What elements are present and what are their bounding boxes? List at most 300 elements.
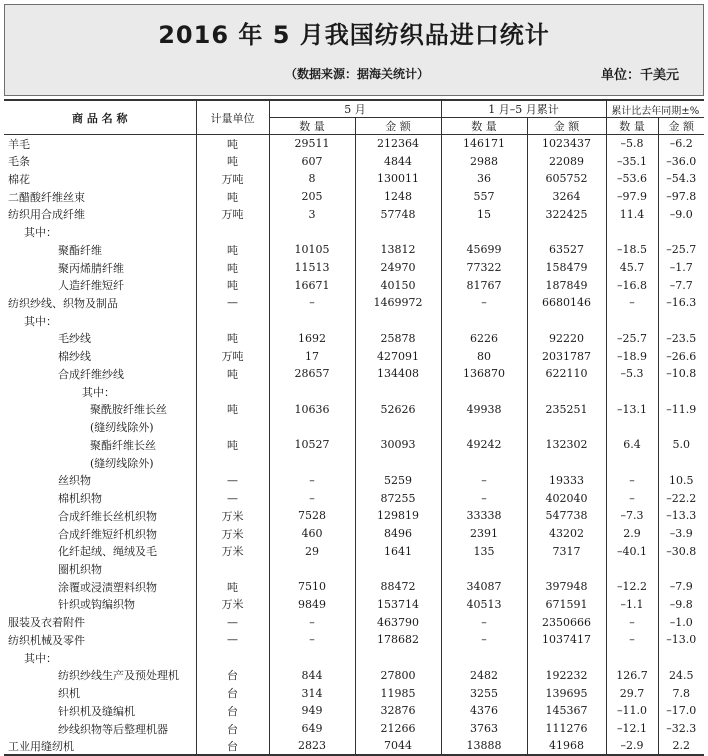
yoy-qty-cell: 11.4	[606, 205, 658, 223]
yoy-amt-cell: –13.0	[658, 631, 704, 649]
may-amt-cell: 88472	[355, 578, 441, 596]
ytd-amt-cell: 402040	[527, 489, 606, 507]
table-row	[4, 365, 704, 383]
may-qty-cell: 16671	[269, 276, 355, 294]
ytd-qty-cell: 3255	[441, 684, 527, 702]
table-row	[4, 684, 704, 702]
yoy-qty-cell: –97.9	[606, 188, 658, 206]
yoy-qty-cell	[606, 383, 658, 401]
may-amt-cell: 87255	[355, 489, 441, 507]
item-name-cell: 棉纱线	[58, 350, 91, 364]
may-amt-cell: 52626	[355, 401, 441, 419]
yoy-amt-cell: –30.8	[658, 542, 704, 560]
ytd-qty-cell: 13888	[441, 737, 527, 755]
yoy-qty-cell: 2.9	[606, 525, 658, 543]
yoy-amt-cell: 24.5	[658, 667, 704, 685]
ytd-amt-cell: 7317	[527, 542, 606, 560]
yoy-amt-cell: –7.9	[658, 578, 704, 596]
unit-cell: 吨	[196, 276, 269, 294]
table-row	[4, 205, 704, 223]
may-qty-cell: 1692	[269, 330, 355, 348]
unit-cell: 万米	[196, 542, 269, 560]
unit-cell	[196, 312, 269, 330]
may-qty-cell: 844	[269, 667, 355, 685]
ytd-amt-cell: 63527	[527, 241, 606, 259]
ytd-amt-cell	[527, 560, 606, 578]
may-amt-cell: 8496	[355, 525, 441, 543]
unit-cell: 吨	[196, 330, 269, 348]
ytd-amt-cell	[527, 223, 606, 241]
table-row	[4, 649, 704, 667]
ytd-qty-cell: 557	[441, 188, 527, 206]
table-row	[4, 613, 704, 631]
may-qty-cell: 7528	[269, 507, 355, 525]
unit-cell	[196, 560, 269, 578]
yoy-qty-cell: –40.1	[606, 542, 658, 560]
may-amt-cell: 11985	[355, 684, 441, 702]
yoy-amt-cell: –3.9	[658, 525, 704, 543]
item-name-cell: 人造纤维短纤	[58, 279, 124, 293]
ytd-qty-cell: –	[441, 613, 527, 631]
header-yoy-qty: 数 量	[606, 118, 658, 135]
header-ytd-qty: 数 量	[441, 118, 527, 135]
unit-cell: 吨	[196, 152, 269, 170]
yoy-amt-cell: –11.9	[658, 401, 704, 419]
ytd-amt-cell: 2350666	[527, 613, 606, 631]
item-name-cell: 聚酰胺纤维长丝	[90, 403, 167, 417]
yoy-qty-cell	[606, 223, 658, 241]
yoy-qty-cell	[606, 312, 658, 330]
may-qty-cell	[269, 649, 355, 667]
item-name-cell: 工业用缝纫机	[4, 737, 196, 755]
import-stats-table	[4, 99, 704, 756]
may-qty-cell	[269, 223, 355, 241]
item-name-cell: 毛纱线	[58, 332, 91, 346]
ytd-qty-cell	[441, 312, 527, 330]
ytd-amt-cell: 139695	[527, 684, 606, 702]
yoy-qty-cell: –5.8	[606, 135, 658, 153]
header-ytd-amt: 金 额	[527, 118, 606, 135]
may-amt-cell: 57748	[355, 205, 441, 223]
may-qty-cell: 10636	[269, 401, 355, 419]
table-body	[4, 135, 704, 756]
may-qty-cell: 607	[269, 152, 355, 170]
yoy-amt-cell: –7.7	[658, 276, 704, 294]
item-name-cell: (缝纫线除外)	[90, 456, 154, 470]
yoy-amt-cell: –13.3	[658, 507, 704, 525]
yoy-qty-cell: –5.3	[606, 365, 658, 383]
item-name-cell: 纺织纱线、织物及制品	[8, 296, 118, 310]
table-row	[4, 276, 704, 294]
unit-cell: 台	[196, 684, 269, 702]
item-name-cell: 其中：	[24, 314, 57, 328]
may-amt-cell: 25878	[355, 330, 441, 348]
may-amt-cell: 129819	[355, 507, 441, 525]
unit-cell: 万吨	[196, 170, 269, 188]
table-row	[4, 294, 704, 312]
item-name-cell: 丝织物	[58, 474, 91, 488]
ytd-qty-cell: 45699	[441, 241, 527, 259]
item-name-cell: 其中：	[24, 226, 57, 240]
unit-cell: 万米	[196, 596, 269, 614]
may-qty-cell: 3	[269, 205, 355, 223]
ytd-amt-cell: 132302	[527, 436, 606, 454]
ytd-qty-cell: 40513	[441, 596, 527, 614]
yoy-qty-cell	[606, 454, 658, 472]
yoy-amt-cell	[658, 312, 704, 330]
ytd-amt-cell: 22089	[527, 152, 606, 170]
may-amt-cell: 7044	[355, 737, 441, 755]
yoy-qty-cell: –	[606, 631, 658, 649]
yoy-amt-cell: –97.8	[658, 188, 704, 206]
ytd-amt-cell: 111276	[527, 720, 606, 738]
table-row	[4, 436, 704, 454]
ytd-amt-cell: 2031787	[527, 347, 606, 365]
table-row	[4, 312, 704, 330]
table-row	[4, 631, 704, 649]
ytd-qty-cell: 2988	[441, 152, 527, 170]
may-qty-cell: 28657	[269, 365, 355, 383]
may-amt-cell: 1641	[355, 542, 441, 560]
item-name-cell: 其中：	[82, 385, 115, 399]
unit-cell: 吨	[196, 436, 269, 454]
ytd-qty-cell: 6226	[441, 330, 527, 348]
ytd-amt-cell: 3264	[527, 188, 606, 206]
yoy-amt-cell: 2.2	[658, 737, 704, 755]
header-yoy-amt: 金 额	[658, 118, 704, 135]
ytd-amt-cell: 547738	[527, 507, 606, 525]
ytd-amt-cell: 671591	[527, 596, 606, 614]
yoy-qty-cell: 45.7	[606, 259, 658, 277]
may-qty-cell: –	[269, 294, 355, 312]
header-may: 5 月	[269, 100, 441, 118]
ytd-amt-cell: 397948	[527, 578, 606, 596]
yoy-amt-cell: –10.8	[658, 365, 704, 383]
ytd-amt-cell: 235251	[527, 401, 606, 419]
unit-cell: 台	[196, 737, 269, 755]
may-qty-cell: 314	[269, 684, 355, 702]
unit-cell: 吨	[196, 401, 269, 419]
may-amt-cell: 1248	[355, 188, 441, 206]
yoy-qty-cell: –12.2	[606, 578, 658, 596]
may-qty-cell	[269, 312, 355, 330]
may-qty-cell: 10527	[269, 436, 355, 454]
may-qty-cell: 11513	[269, 259, 355, 277]
ytd-qty-cell: 146171	[441, 135, 527, 153]
unit-cell	[196, 223, 269, 241]
item-name-cell: 羊毛	[8, 137, 30, 151]
table-row	[4, 667, 704, 685]
may-qty-cell	[269, 418, 355, 436]
unit-cell: 万吨	[196, 347, 269, 365]
yoy-amt-cell: –6.2	[658, 135, 704, 153]
ytd-qty-cell: 136870	[441, 365, 527, 383]
may-amt-cell: 27800	[355, 667, 441, 685]
item-name-cell: 服装及衣着附件	[8, 616, 85, 630]
ytd-amt-cell: 605752	[527, 170, 606, 188]
header-ytd: 1 月–5 月累计	[441, 100, 606, 118]
ytd-amt-cell: 6680146	[527, 294, 606, 312]
item-name-cell: 涂覆或浸渍塑料织物	[58, 580, 157, 594]
unit-cell: 台	[196, 720, 269, 738]
may-amt-cell	[355, 649, 441, 667]
yoy-amt-cell	[658, 454, 704, 472]
ytd-amt-cell	[527, 383, 606, 401]
ytd-amt-cell: 322425	[527, 205, 606, 223]
may-amt-cell	[355, 223, 441, 241]
may-amt-cell: 24970	[355, 259, 441, 277]
ytd-qty-cell: –	[441, 294, 527, 312]
ytd-qty-cell: 3763	[441, 720, 527, 738]
yoy-qty-cell	[606, 418, 658, 436]
ytd-amt-cell: 43202	[527, 525, 606, 543]
item-name-cell: 织机	[58, 687, 80, 701]
unit-cell: 万吨	[196, 205, 269, 223]
may-qty-cell	[269, 454, 355, 472]
table-row	[4, 330, 704, 348]
yoy-qty-cell: –18.5	[606, 241, 658, 259]
unit-cell: 吨	[196, 578, 269, 596]
yoy-qty-cell: 29.7	[606, 684, 658, 702]
yoy-amt-cell: –9.0	[658, 205, 704, 223]
ytd-qty-cell	[441, 383, 527, 401]
table-row	[4, 347, 704, 365]
may-qty-cell: 10105	[269, 241, 355, 259]
may-amt-cell: 21266	[355, 720, 441, 738]
ytd-amt-cell: 192232	[527, 667, 606, 685]
yoy-qty-cell: –	[606, 471, 658, 489]
unit-cell: —	[196, 294, 269, 312]
table-row	[4, 383, 704, 401]
yoy-qty-cell: –12.1	[606, 720, 658, 738]
yoy-amt-cell: –54.3	[658, 170, 704, 188]
ytd-qty-cell: 36	[441, 170, 527, 188]
unit-cell: 台	[196, 702, 269, 720]
unit-cell: 吨	[196, 135, 269, 153]
table-row	[4, 489, 704, 507]
yoy-qty-cell: –16.8	[606, 276, 658, 294]
item-name-cell: (缝纫线除外)	[90, 421, 154, 435]
yoy-qty-cell: –25.7	[606, 330, 658, 348]
may-qty-cell: –	[269, 613, 355, 631]
yoy-qty-cell	[606, 560, 658, 578]
unit-cell	[196, 454, 269, 472]
ytd-amt-cell: 1037417	[527, 631, 606, 649]
table-row	[4, 720, 704, 738]
yoy-amt-cell: –25.7	[658, 241, 704, 259]
yoy-amt-cell: –1.0	[658, 613, 704, 631]
ytd-amt-cell	[527, 454, 606, 472]
item-name-cell: 针织或钩编织物	[58, 598, 135, 612]
may-qty-cell: 8	[269, 170, 355, 188]
may-qty-cell: 949	[269, 702, 355, 720]
ytd-qty-cell	[441, 454, 527, 472]
ytd-amt-cell: 19333	[527, 471, 606, 489]
yoy-amt-cell: –23.5	[658, 330, 704, 348]
ytd-amt-cell: 92220	[527, 330, 606, 348]
unit-cell: 吨	[196, 259, 269, 277]
ytd-amt-cell: 41968	[527, 737, 606, 755]
unit-cell: 吨	[196, 188, 269, 206]
header-yoy: 累计比去年同期±%	[606, 100, 704, 118]
unit-note: 单位：千美元	[601, 68, 680, 83]
table-header	[4, 100, 704, 135]
ytd-qty-cell: 33338	[441, 507, 527, 525]
yoy-qty-cell: –	[606, 294, 658, 312]
ytd-qty-cell	[441, 418, 527, 436]
unit-cell: 台	[196, 667, 269, 685]
item-name-cell: 聚酯纤维	[58, 243, 102, 257]
may-qty-cell: 649	[269, 720, 355, 738]
item-name-cell: 纺织机械及零件	[8, 633, 85, 647]
table-row	[4, 542, 704, 560]
item-name-cell: 毛条	[8, 155, 30, 169]
may-qty-cell: –	[269, 489, 355, 507]
table-row	[4, 454, 704, 472]
may-amt-cell: 134408	[355, 365, 441, 383]
ytd-amt-cell	[527, 418, 606, 436]
yoy-amt-cell: 7.8	[658, 684, 704, 702]
table-row	[4, 507, 704, 525]
yoy-amt-cell: –1.7	[658, 259, 704, 277]
may-qty-cell: 7510	[269, 578, 355, 596]
may-amt-cell: 463790	[355, 613, 441, 631]
may-amt-cell	[355, 383, 441, 401]
item-name-cell: 其中：	[24, 651, 57, 665]
yoy-qty-cell: 6.4	[606, 436, 658, 454]
ytd-qty-cell: 81767	[441, 276, 527, 294]
ytd-qty-cell	[441, 223, 527, 241]
may-amt-cell: 40150	[355, 276, 441, 294]
table-row	[4, 596, 704, 614]
table-row	[4, 702, 704, 720]
yoy-qty-cell: –1.1	[606, 596, 658, 614]
ytd-qty-cell: 2391	[441, 525, 527, 543]
yoy-amt-cell: 10.5	[658, 471, 704, 489]
unit-cell: 吨	[196, 241, 269, 259]
ytd-qty-cell: 2482	[441, 667, 527, 685]
yoy-qty-cell: –	[606, 613, 658, 631]
ytd-amt-cell: 1023437	[527, 135, 606, 153]
may-amt-cell: 153714	[355, 596, 441, 614]
unit-cell: 万米	[196, 525, 269, 543]
ytd-qty-cell: 34087	[441, 578, 527, 596]
item-name-cell: 棉花	[8, 172, 30, 186]
yoy-qty-cell: –7.3	[606, 507, 658, 525]
ytd-qty-cell: 135	[441, 542, 527, 560]
may-amt-cell: 5259	[355, 471, 441, 489]
may-qty-cell: 9849	[269, 596, 355, 614]
yoy-qty-cell: –2.9	[606, 737, 658, 755]
ytd-qty-cell: 80	[441, 347, 527, 365]
unit-cell: 吨	[196, 365, 269, 383]
unit-cell	[196, 649, 269, 667]
ytd-amt-cell: 158479	[527, 259, 606, 277]
item-name-cell: 化纤起绒、绳绒及毛	[58, 545, 157, 559]
yoy-qty-cell: –18.9	[606, 347, 658, 365]
item-name-cell: 合成纤维长丝机织物	[58, 509, 157, 523]
table-row	[4, 152, 704, 170]
item-name-cell: 聚丙烯腈纤维	[58, 261, 124, 275]
yoy-qty-cell: –11.0	[606, 702, 658, 720]
ytd-qty-cell: 77322	[441, 259, 527, 277]
data-source-note: （数据来源：据海关统计）	[285, 67, 430, 81]
may-qty-cell: 29	[269, 542, 355, 560]
may-amt-cell: 178682	[355, 631, 441, 649]
yoy-amt-cell	[658, 223, 704, 241]
item-name-cell: 纱线织物等后整理机器	[58, 722, 168, 736]
item-name-cell: 棉机织物	[58, 492, 102, 506]
yoy-qty-cell: –53.6	[606, 170, 658, 188]
may-qty-cell: 2823	[269, 737, 355, 755]
table-row	[4, 525, 704, 543]
yoy-amt-cell: –22.2	[658, 489, 704, 507]
unit-cell: 万米	[196, 507, 269, 525]
may-amt-cell: 130011	[355, 170, 441, 188]
item-name-cell: 合成纤维短纤机织物	[58, 527, 157, 541]
ytd-qty-cell: –	[441, 471, 527, 489]
yoy-amt-cell: –16.3	[658, 294, 704, 312]
ytd-amt-cell: 145367	[527, 702, 606, 720]
yoy-amt-cell	[658, 383, 704, 401]
may-qty-cell: 29511	[269, 135, 355, 153]
yoy-amt-cell: –36.0	[658, 152, 704, 170]
unit-cell: —	[196, 631, 269, 649]
yoy-qty-cell: –13.1	[606, 401, 658, 419]
ytd-qty-cell: –	[441, 489, 527, 507]
may-qty-cell: 205	[269, 188, 355, 206]
item-name-cell: 圈机织物	[58, 562, 102, 576]
item-name-cell: 纺织用合成纤维	[8, 208, 85, 222]
table-row	[4, 170, 704, 188]
ytd-qty-cell	[441, 560, 527, 578]
ytd-amt-cell	[527, 649, 606, 667]
unit-cell: —	[196, 613, 269, 631]
may-amt-cell	[355, 418, 441, 436]
ytd-qty-cell: –	[441, 631, 527, 649]
header-may-amt: 金 额	[355, 118, 441, 135]
unit-cell	[196, 418, 269, 436]
unit-cell	[196, 383, 269, 401]
may-amt-cell	[355, 312, 441, 330]
table-row	[4, 259, 704, 277]
item-name-cell: 针织机及缝编机	[58, 704, 135, 718]
ytd-qty-cell	[441, 649, 527, 667]
yoy-qty-cell: 126.7	[606, 667, 658, 685]
may-amt-cell: 30093	[355, 436, 441, 454]
header-unit: 计量单位	[196, 100, 269, 135]
unit-cell: —	[196, 489, 269, 507]
header-name: 商 品 名 称	[4, 100, 196, 135]
may-amt-cell: 212364	[355, 135, 441, 153]
item-name-cell: 纺织纱线生产及预处理机	[58, 669, 179, 683]
ytd-qty-cell: 4376	[441, 702, 527, 720]
may-qty-cell	[269, 560, 355, 578]
ytd-amt-cell: 622110	[527, 365, 606, 383]
yoy-amt-cell	[658, 418, 704, 436]
yoy-qty-cell	[606, 649, 658, 667]
header-may-qty: 数 量	[269, 118, 355, 135]
header-panel	[4, 4, 704, 96]
table-row	[4, 241, 704, 259]
may-amt-cell: 1469972	[355, 294, 441, 312]
yoy-amt-cell	[658, 649, 704, 667]
item-name-cell: 合成纤维纱线	[58, 367, 124, 381]
table-row	[4, 418, 704, 436]
ytd-qty-cell: 15	[441, 205, 527, 223]
ytd-qty-cell: 49938	[441, 401, 527, 419]
unit-cell: —	[196, 471, 269, 489]
